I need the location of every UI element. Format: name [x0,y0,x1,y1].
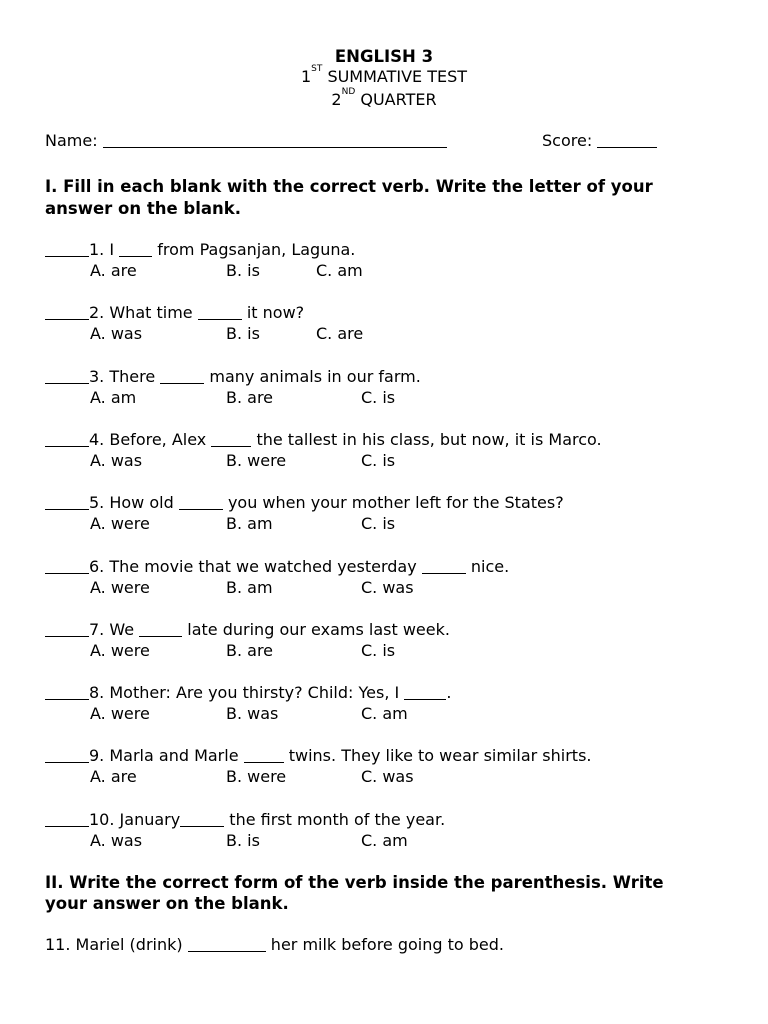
question-item [45,746,591,766]
question-number: 7. [89,620,105,639]
question-text-before: There [109,367,156,386]
option-b: B. were [226,767,287,786]
option-c: C. am [316,261,363,280]
option-a: A. were [90,641,150,660]
question-blank[interactable] [211,431,251,447]
question-text-after: twins. They like to wear similar shirts. [288,746,592,765]
answer-blank[interactable] [45,241,89,257]
question-number: 3. [89,367,105,386]
question-text-after: late during our exams last week. [187,620,450,639]
option-b: B. is [226,261,260,280]
question-text-before: Mother: Are you thirsty? Child: Yes, I [109,683,400,702]
option-b: B. am [226,514,273,533]
option-a: A. was [90,451,143,470]
question-text-before: The movie that we watched yesterday [109,557,417,576]
quarter-number: 2 [331,90,342,109]
test-label: SUMMATIVE TEST [327,67,468,86]
answer-blank[interactable] [45,368,89,384]
question-text-after: nice. [470,557,510,576]
question-text-after: . [446,683,452,702]
question-text-after: the tallest in his class, but now, it is Marco. [256,430,602,449]
test-number: 1 [300,67,312,86]
option-a: A. were [90,514,150,533]
answer-blank[interactable] [45,431,89,447]
option-a: A. was [90,831,143,850]
answer-blank[interactable] [45,621,89,637]
question-text-after: it now? [246,303,305,322]
question-number: 2. [89,303,105,322]
question-number: 5. [89,493,105,512]
part1-instruction-line1: I. Fill in each blank with the correct verb. Write the letter of your [45,177,653,196]
option-c: C. are [316,324,364,343]
option-a: A. were [90,578,150,597]
part2-instruction-line2: your answer on the blank. [45,894,289,913]
question-blank[interactable] [422,558,466,574]
option-c: C. am [361,831,408,850]
question-number: 8. [89,683,105,702]
test-ordinal: ST [311,64,323,74]
question-number: 6. [89,557,105,576]
question-item [45,683,451,703]
option-a: A. am [90,388,137,407]
question-text-before: What time [109,303,193,322]
score-field [542,131,657,151]
answer-blank[interactable] [45,684,89,700]
item-11 [45,935,504,955]
question-number: 4. [89,430,105,449]
answer-blank[interactable] [45,747,89,763]
question-blank[interactable] [198,304,242,320]
name-blank[interactable] [103,132,447,148]
question-number: 9. [89,746,105,765]
option-c: C. is [361,451,396,470]
option-b: B. were [226,451,287,470]
item-11-rest: her milk before going to bed. [270,935,505,954]
question-item [45,810,445,830]
question-blank[interactable] [244,747,284,763]
option-b: B. is [226,831,260,850]
question-text-after: you when your mother left for the States? [227,493,564,512]
question-blank[interactable] [160,368,204,384]
question-text-before: January [119,810,181,829]
quarter-title [0,87,768,110]
option-c: C. was [361,578,414,597]
question-text-after: the first month of the year. [229,810,446,829]
option-a: A. was [90,324,143,343]
option-b: B. are [226,641,274,660]
question-item [45,240,355,260]
question-number: 10. [89,810,115,829]
question-blank[interactable] [179,494,223,510]
item-11-prompt: 11. Mariel (drink) [45,935,183,954]
option-b: B. is [226,324,260,343]
question-text-after: from Pagsanjan, Laguna. [157,240,356,259]
option-a: A. were [90,704,150,723]
question-item [45,557,509,577]
quarter-ordinal: ND [341,87,356,97]
option-c: C. is [361,514,396,533]
question-text-before: Before, Alex [109,430,207,449]
score-blank[interactable] [597,132,657,148]
item-11-blank[interactable] [188,936,266,952]
question-blank[interactable] [139,621,182,637]
answer-blank[interactable] [45,558,89,574]
option-c: C. is [361,641,396,660]
option-c: C. was [361,767,414,786]
question-item [45,430,602,450]
option-b: B. was [226,704,279,723]
quarter-label: QUARTER [360,90,437,109]
name-label: Name: [45,131,98,150]
question-item [45,493,564,513]
question-item [45,303,304,323]
option-a: A. are [90,767,137,786]
question-text-before: I [109,240,115,259]
part2-instruction-line1: II. Write the correct form of the verb inside the parenthesis. Write [45,873,664,892]
option-c: C. is [361,388,396,407]
part1-instruction-line2: answer on the blank. [45,199,242,218]
test-title [0,64,768,87]
question-blank[interactable] [180,811,224,827]
question-text-before: How old [109,493,174,512]
question-item [45,620,450,640]
question-blank[interactable] [404,684,446,700]
option-b: B. are [226,388,274,407]
option-c: C. am [361,704,408,723]
question-text-after: many animals in our farm. [209,367,421,386]
answer-blank[interactable] [45,811,89,827]
name-field [45,131,447,151]
question-blank[interactable] [119,241,152,257]
question-text-before: Marla and Marle [109,746,239,765]
answer-blank[interactable] [45,304,89,320]
question-text-before: We [109,620,135,639]
option-a: A. are [90,261,137,280]
option-b: B. am [226,578,273,597]
answer-blank[interactable] [45,494,89,510]
subject-title: ENGLISH 3 [334,47,434,66]
score-label: Score: [542,131,593,150]
question-item [45,367,421,387]
question-number: 1. [89,240,105,259]
